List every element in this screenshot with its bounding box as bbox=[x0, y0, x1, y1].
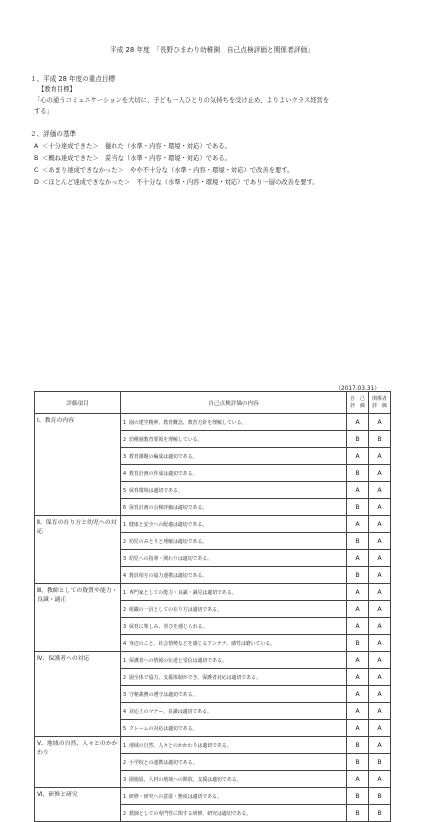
header-rel-line2: 評 価 bbox=[372, 402, 387, 409]
table-row bbox=[35, 652, 391, 669]
item-number: 4 bbox=[123, 470, 127, 477]
section2-heading: ２、評価の基準 bbox=[30, 130, 77, 138]
header-related-eval bbox=[369, 392, 391, 414]
self-evaluation-grade: A bbox=[347, 703, 369, 720]
evaluation-item-cell bbox=[121, 686, 347, 703]
criterion-b bbox=[34, 153, 231, 162]
item-text: 対応上のマナー、良識は適切である。 bbox=[129, 708, 212, 715]
item-text: 教育計画の作成は適切である。 bbox=[129, 470, 198, 477]
self-evaluation-grade: A bbox=[347, 601, 369, 618]
item-text: 教師としての専門性に関する研修、研究は適切である。 bbox=[129, 810, 252, 817]
item-number: 3 bbox=[123, 623, 127, 630]
self-evaluation-grade: A bbox=[347, 720, 369, 737]
evaluation-item-cell bbox=[121, 805, 347, 822]
evaluation-item-cell bbox=[121, 431, 347, 448]
self-evaluation-grade: B bbox=[347, 533, 369, 550]
related-evaluation-grade: B bbox=[369, 754, 391, 771]
item-number: 4 bbox=[123, 640, 127, 647]
item-text: 保育計画の点検評価は適切である。 bbox=[129, 504, 208, 511]
evaluation-item-cell bbox=[121, 703, 347, 720]
criterion-text: ＜あまり達成できなかった＞ やや不十分な（水準・内容・環境・対応）で改善を要す。 bbox=[42, 167, 294, 174]
criterion-text: ＜概ね達成できた＞ 妥当な（水準・内容・環境・対応）である。 bbox=[42, 155, 231, 162]
item-number: 2 bbox=[123, 606, 127, 613]
evaluation-item-cell bbox=[121, 771, 347, 788]
related-evaluation-grade: A bbox=[369, 737, 391, 754]
item-number: 1 bbox=[123, 657, 127, 664]
related-evaluation-grade: A bbox=[369, 414, 391, 431]
item-number: 4 bbox=[123, 708, 127, 715]
evaluation-item-cell bbox=[121, 516, 347, 533]
related-evaluation-grade: A bbox=[369, 516, 391, 533]
item-number: 2 bbox=[123, 674, 127, 681]
item-number: 2 bbox=[123, 810, 127, 817]
evaluation-table bbox=[34, 391, 391, 822]
evaluation-item-cell bbox=[121, 482, 347, 499]
item-number: 3 bbox=[123, 555, 127, 562]
related-evaluation-grade: A bbox=[369, 601, 391, 618]
evaluation-item-cell bbox=[121, 754, 347, 771]
table-row bbox=[35, 584, 391, 601]
item-number: 3 bbox=[123, 453, 127, 460]
self-evaluation-grade: B bbox=[347, 567, 369, 584]
evaluation-item-cell bbox=[121, 652, 347, 669]
self-evaluation-grade: A bbox=[347, 448, 369, 465]
evaluation-item-cell bbox=[121, 448, 347, 465]
item-text: 保育に楽しみ、喜びを感じられる。 bbox=[129, 623, 208, 630]
self-evaluation-grade: B bbox=[347, 635, 369, 652]
criterion-letter: C bbox=[34, 167, 39, 174]
section1-heading: １、平成 28 年度の重点目標 bbox=[30, 75, 116, 83]
self-evaluation-grade: A bbox=[347, 618, 369, 635]
related-evaluation-grade: A bbox=[369, 720, 391, 737]
related-evaluation-grade: A bbox=[369, 652, 391, 669]
item-number: 5 bbox=[123, 487, 127, 494]
item-number: 4 bbox=[123, 572, 127, 579]
criterion-text: ＜ほとんど達成できなかった＞ 不十分な（水準・内容・環境・対応）であり一層の改善を要す。 bbox=[42, 179, 319, 186]
item-text: 園の建学精神、教育概念、教育方針を理解している。 bbox=[129, 419, 247, 426]
self-evaluation-grade: B bbox=[347, 431, 369, 448]
category-cell: Ⅴ、地域の自然、人々とのかかわり bbox=[35, 737, 121, 788]
related-evaluation-grade: B bbox=[369, 805, 391, 822]
self-evaluation-grade: B bbox=[347, 754, 369, 771]
self-evaluation-grade: B bbox=[347, 465, 369, 482]
self-evaluation-grade: A bbox=[347, 550, 369, 567]
header-self-line2: 評 価 bbox=[350, 402, 365, 409]
item-text: 身辺のこと、社会情勢などを感じるアンテナ、感性は磨いている。 bbox=[129, 640, 276, 647]
self-evaluation-grade: B bbox=[347, 499, 369, 516]
evaluation-item-cell bbox=[121, 533, 347, 550]
evaluation-item-cell bbox=[121, 788, 347, 805]
item-text: 園全体で協力、支援体制ができ、保護者対応は適切である。 bbox=[129, 674, 261, 681]
item-number: 2 bbox=[123, 436, 127, 443]
evaluation-item-cell bbox=[121, 550, 347, 567]
category-cell: Ⅱ、保育の在り方と幼児への対応 bbox=[35, 516, 121, 584]
category-cell: Ⅲ、教師としての資質や能力・良識・適正 bbox=[35, 584, 121, 652]
table-row bbox=[35, 414, 391, 431]
item-text: 保護者への情報の伝達と受信は適切である。 bbox=[129, 657, 227, 664]
related-evaluation-grade: A bbox=[369, 584, 391, 601]
evaluation-item-cell bbox=[121, 499, 347, 516]
related-evaluation-grade: A bbox=[369, 499, 391, 516]
table-row bbox=[35, 737, 391, 754]
criterion-letter: D bbox=[34, 179, 39, 186]
self-evaluation-grade: B bbox=[347, 805, 369, 822]
table-header-row bbox=[35, 392, 391, 414]
evaluation-item-cell bbox=[121, 414, 347, 431]
category-cell: Ⅰ、教育の内容 bbox=[35, 414, 121, 516]
related-evaluation-grade: A bbox=[369, 686, 391, 703]
evaluation-item-cell bbox=[121, 669, 347, 686]
related-evaluation-grade: A bbox=[369, 482, 391, 499]
related-evaluation-grade: B bbox=[369, 431, 391, 448]
item-text: 地域の自然、人々とのかかわりは適切である。 bbox=[129, 742, 232, 749]
item-text: 園施設、人材の地域への開放、支援は適切である。 bbox=[129, 776, 242, 783]
evaluation-item-cell bbox=[121, 618, 347, 635]
item-text: 研修・研究への意欲・態度は適切である。 bbox=[129, 793, 222, 800]
evaluation-item-cell bbox=[121, 567, 347, 584]
item-number: 1 bbox=[123, 521, 127, 528]
item-text: 健康と安全への配慮は適切である。 bbox=[129, 521, 208, 528]
item-number: 3 bbox=[123, 691, 127, 698]
item-text: 専門家としての能力・良識・識見は適切である。 bbox=[129, 589, 237, 596]
education-goal-text-cont: する」 bbox=[34, 108, 53, 115]
item-number: 1 bbox=[123, 793, 127, 800]
related-evaluation-grade: A bbox=[369, 635, 391, 652]
item-number: 1 bbox=[123, 589, 127, 596]
related-evaluation-grade: A bbox=[369, 550, 391, 567]
evaluation-item-cell bbox=[121, 601, 347, 618]
related-evaluation-grade: A bbox=[369, 703, 391, 720]
self-evaluation-grade: B bbox=[347, 788, 369, 805]
related-evaluation-grade: A bbox=[369, 533, 391, 550]
self-evaluation-grade: A bbox=[347, 686, 369, 703]
related-evaluation-grade: B bbox=[369, 788, 391, 805]
evaluation-item-cell bbox=[121, 584, 347, 601]
item-number: 2 bbox=[123, 759, 127, 766]
evaluation-item-cell bbox=[121, 737, 347, 754]
self-evaluation-grade: A bbox=[347, 771, 369, 788]
item-text: 幼児への指導・関わりは適切である。 bbox=[129, 555, 213, 562]
item-text: クレームの対応は適切である。 bbox=[129, 725, 198, 732]
related-evaluation-grade: A bbox=[369, 618, 391, 635]
self-evaluation-grade: A bbox=[347, 669, 369, 686]
item-number: 6 bbox=[123, 504, 127, 511]
self-evaluation-grade: A bbox=[347, 584, 369, 601]
table-row bbox=[35, 788, 391, 805]
self-evaluation-grade: A bbox=[347, 516, 369, 533]
self-evaluation-grade: A bbox=[347, 652, 369, 669]
item-text: 守秘義務の遵守は適切である。 bbox=[129, 691, 198, 698]
category-cell: Ⅵ、研修と研究 bbox=[35, 788, 121, 822]
evaluation-item-cell bbox=[121, 720, 347, 737]
category-cell: Ⅳ、保護者への対応 bbox=[35, 652, 121, 737]
education-goal-label: 【教育目標】 bbox=[38, 86, 76, 93]
self-evaluation-grade: A bbox=[347, 482, 369, 499]
criterion-letter: B bbox=[34, 155, 39, 162]
header-content: 自己点検評価の内容 bbox=[121, 392, 347, 414]
item-number: 2 bbox=[123, 538, 127, 545]
item-text: 幼児のみとりと理解は適切である。 bbox=[129, 538, 208, 545]
table-row bbox=[35, 516, 391, 533]
evaluation-item-cell bbox=[121, 635, 347, 652]
report-date: （2017.03.31） bbox=[335, 386, 380, 392]
item-text: 小学校との連携は適切である。 bbox=[129, 759, 198, 766]
item-text: 教育課題の編成は適切である。 bbox=[129, 453, 198, 460]
header-item: 評価項目 bbox=[35, 392, 121, 414]
item-number: 1 bbox=[123, 742, 127, 749]
header-self-line1: 自 己 bbox=[350, 395, 365, 402]
item-text: 組織の一員としての在り方は適切である。 bbox=[129, 606, 222, 613]
header-rel-line1: 関係者 bbox=[372, 395, 387, 402]
item-text: 幼稚園教育要領を理解している。 bbox=[129, 436, 203, 443]
related-evaluation-grade: A bbox=[369, 669, 391, 686]
self-evaluation-grade: B bbox=[347, 737, 369, 754]
criterion-text: ＜十分達成できた＞ 優れた（水準・内容・環境・対応）である。 bbox=[42, 143, 231, 150]
related-evaluation-grade: A bbox=[369, 448, 391, 465]
related-evaluation-grade: A bbox=[369, 465, 391, 482]
item-number: 5 bbox=[123, 725, 127, 732]
self-evaluation-grade: A bbox=[347, 414, 369, 431]
criterion-letter: A bbox=[34, 143, 39, 150]
item-text: 保育環境は適切である。 bbox=[129, 487, 183, 494]
criterion-d bbox=[34, 177, 319, 186]
item-number: 1 bbox=[123, 419, 127, 426]
header-self-eval bbox=[347, 392, 369, 414]
evaluation-item-cell bbox=[121, 465, 347, 482]
criterion-c bbox=[34, 165, 293, 174]
item-number: 3 bbox=[123, 776, 127, 783]
table-body bbox=[35, 414, 391, 822]
document-title: 平成 28 年度 「長野ひまわり幼稚園 自己点検評価と関係者評価」 bbox=[110, 46, 314, 54]
related-evaluation-grade: A bbox=[369, 567, 391, 584]
related-evaluation-grade: A bbox=[369, 771, 391, 788]
item-text: 教員相互の協力連携は適切である。 bbox=[129, 572, 208, 579]
education-goal-text: 「心の通うコミュニケーションを大切に、子ども一人ひとりの気持ちを受け止め、よりよいクラス経営を bbox=[34, 97, 330, 104]
criterion-a bbox=[34, 141, 231, 150]
